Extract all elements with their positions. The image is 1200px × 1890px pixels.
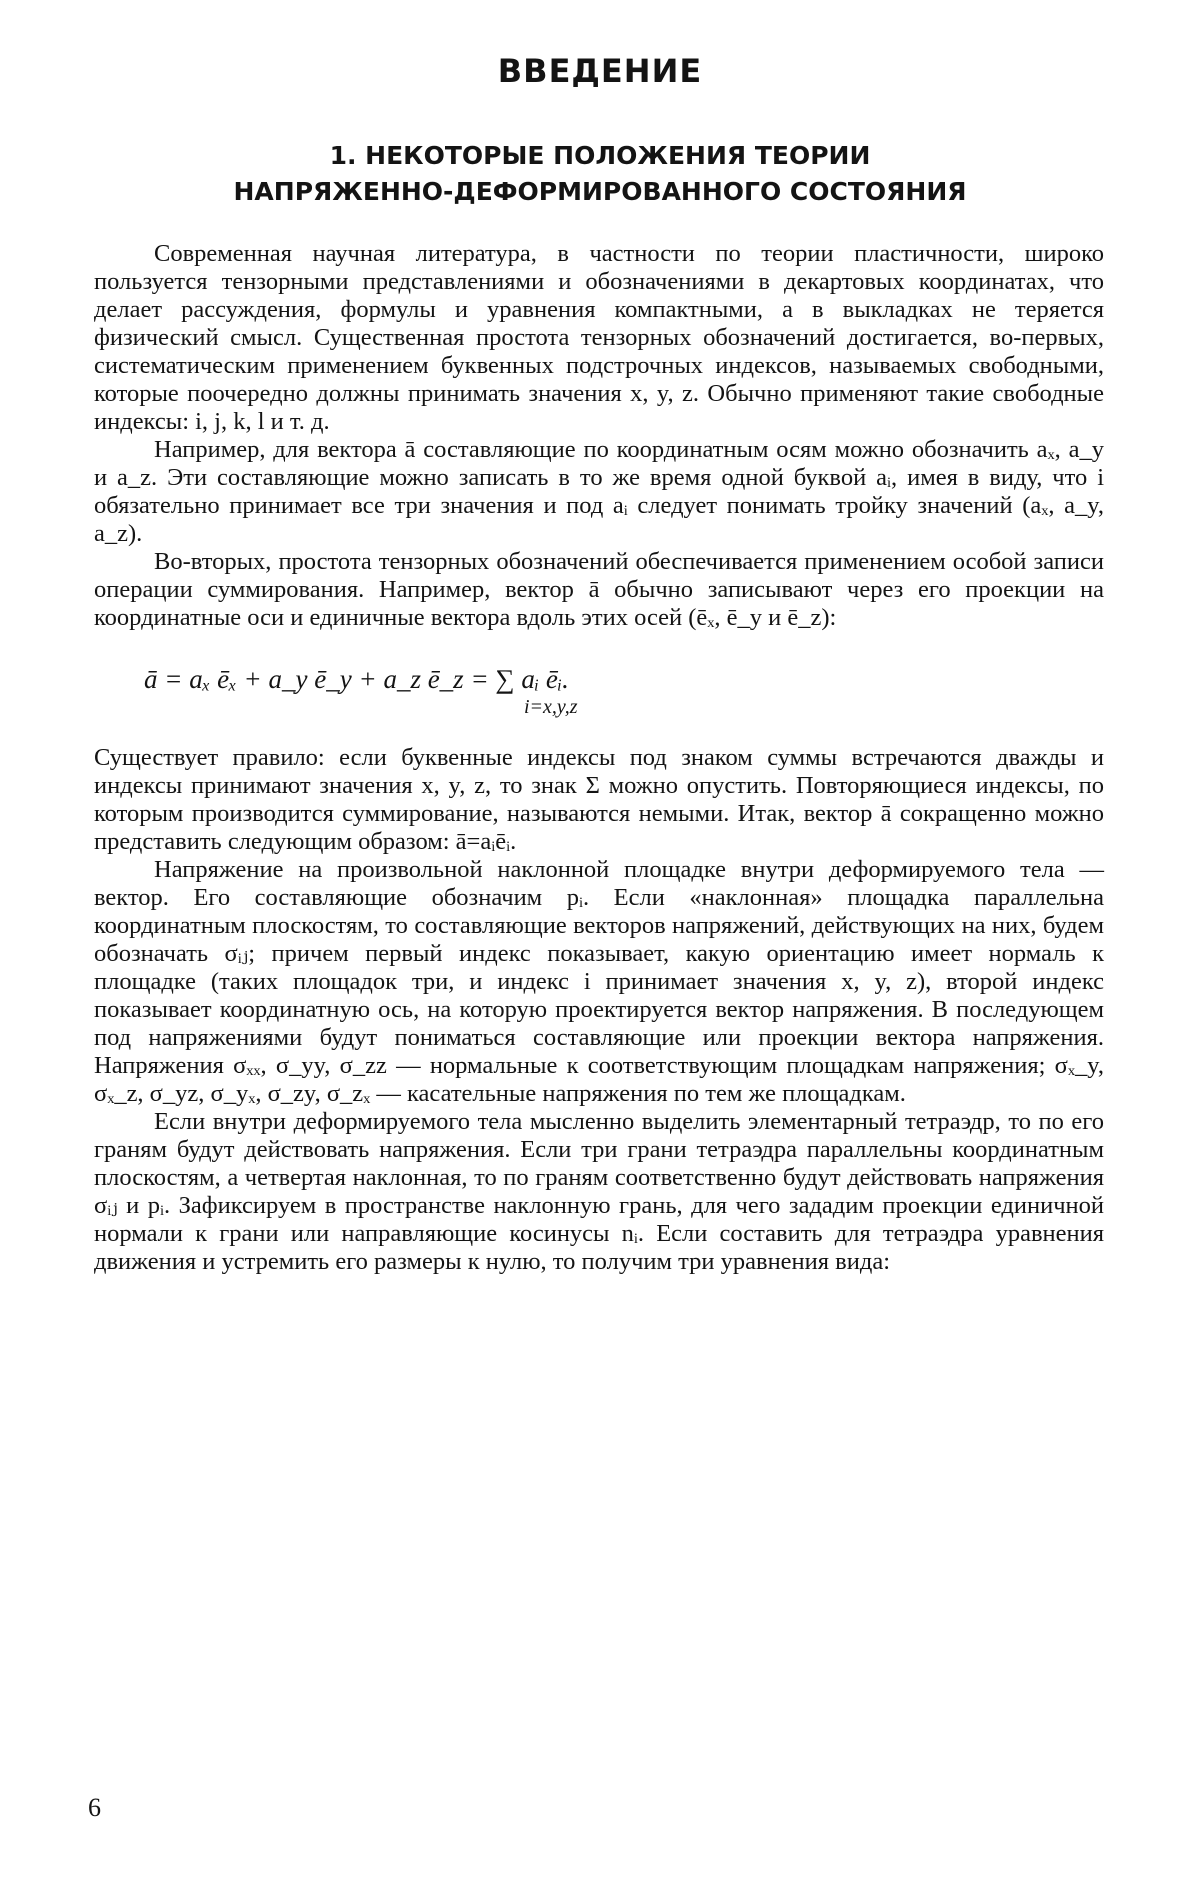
- page-number: 6: [88, 1793, 101, 1822]
- paragraph-6: Если внутри деформируемого тела мысленно выделить элементарный тетраэдр, то по его граням будут действовать напряжения. Если три грани тетраэдра параллельны координатным плоскостям, а четвертая наклонная, то по граням соответственно будут действовать напряжения σᵢⱼ и pᵢ. Зафиксируем в пространстве наклонную грань, для чего зададим проекции единичной нормали к грани или направляющие косинусы nᵢ. Если составить для тетраэдра уравнения движения и устремить его размеры к нулю, то получим три уравнения вида:: [94, 1108, 1104, 1275]
- section-title-line-2: НАПРЯЖЕННО-ДЕФОРМИРОВАННОГО СОСТОЯНИЯ: [233, 177, 967, 206]
- paragraph-3: Во-вторых, простота тензорных обозначений обеспечивается применением особой записи операции суммирования. Например, вектор ā обычно записывают через его проекции на координатные оси и единичные вектора вдоль этих осей (ēₓ, ē_y и ē_z):: [94, 548, 1104, 631]
- paragraph-4: Существует правило: если буквенные индексы под знаком суммы встречаются дважды и индексы принимают значения x, y, z, то знак Σ можно опустить. Повторяющиеся индексы, по которым производится суммирование, называются немыми. Итак, вектор ā сокращенно можно представить следующим образом: ā=aᵢēᵢ.: [94, 744, 1104, 855]
- paragraph-5: Напряжение на произвольной наклонной площадке внутри деформируемого тела — вектор. Его составляющие обозначим pᵢ. Если «наклонная» площадка параллельна координатным плоскостям, то составляющие векторов напряжений, действующих на них, будем обозначать σᵢⱼ; причем первый индекс показывает, какую ориентацию имеет нормаль к площадке (таких площадок три, и индекс i принимает значения x, y, z), второй индекс показывает координатную ось, на которую проектируется вектор напряжения. В последующем под напряжениями будут пониматься составляющие или проекции вектора напряжения. Напряжения σₓₓ, σ_yy, σ_zz — нормальные к соответствующим площадкам напряжения; σₓ_y, σₓ_z, σ_yz, σ_yₓ, σ_zy, σ_zₓ — касательные напряжения по тем же площадкам.: [94, 856, 1104, 1107]
- section-title: [0, 138, 1200, 210]
- formula-main: ā = aₓ ēₓ + a_y ē_y + a_z ē_z = ∑ aᵢ ēᵢ.: [144, 664, 569, 694]
- paragraph-1: Современная научная литература, в частности по теории пластичности, широко пользуется тензорными представлениями и обозначениями в декартовых координатах, что делает рассуждения, формулы и уравнения компактными, а в выкладках не теряется физический смысл. Существенная простота тензорных обозначений достигается, во-первых, систематическим применением буквенных подстрочных индексов, называемых свободными, которые поочередно должны принимать значения x, y, z. Обычно применяют такие свободные индексы: i, j, k, l и т. д.: [94, 240, 1104, 435]
- chapter-title: ВВЕДЕНИЕ: [497, 52, 703, 90]
- sum-formula: [94, 662, 1104, 718]
- paragraph-2: Например, для вектора ā составляющие по координатным осям можно обозначить aₓ, a_y и a_z. Эти составляющие можно записать в то же время одной буквой aᵢ, имея в виду, что i обязательно принимает все три значения и под aᵢ следует понимать тройку значений (aₓ, a_y, a_z).: [94, 436, 1104, 547]
- body-text: [94, 240, 1104, 1276]
- formula-sum-index: i=x,y,z: [524, 696, 578, 718]
- section-title-line-1: 1. НЕКОТОРЫЕ ПОЛОЖЕНИЯ ТЕОРИИ: [329, 141, 871, 170]
